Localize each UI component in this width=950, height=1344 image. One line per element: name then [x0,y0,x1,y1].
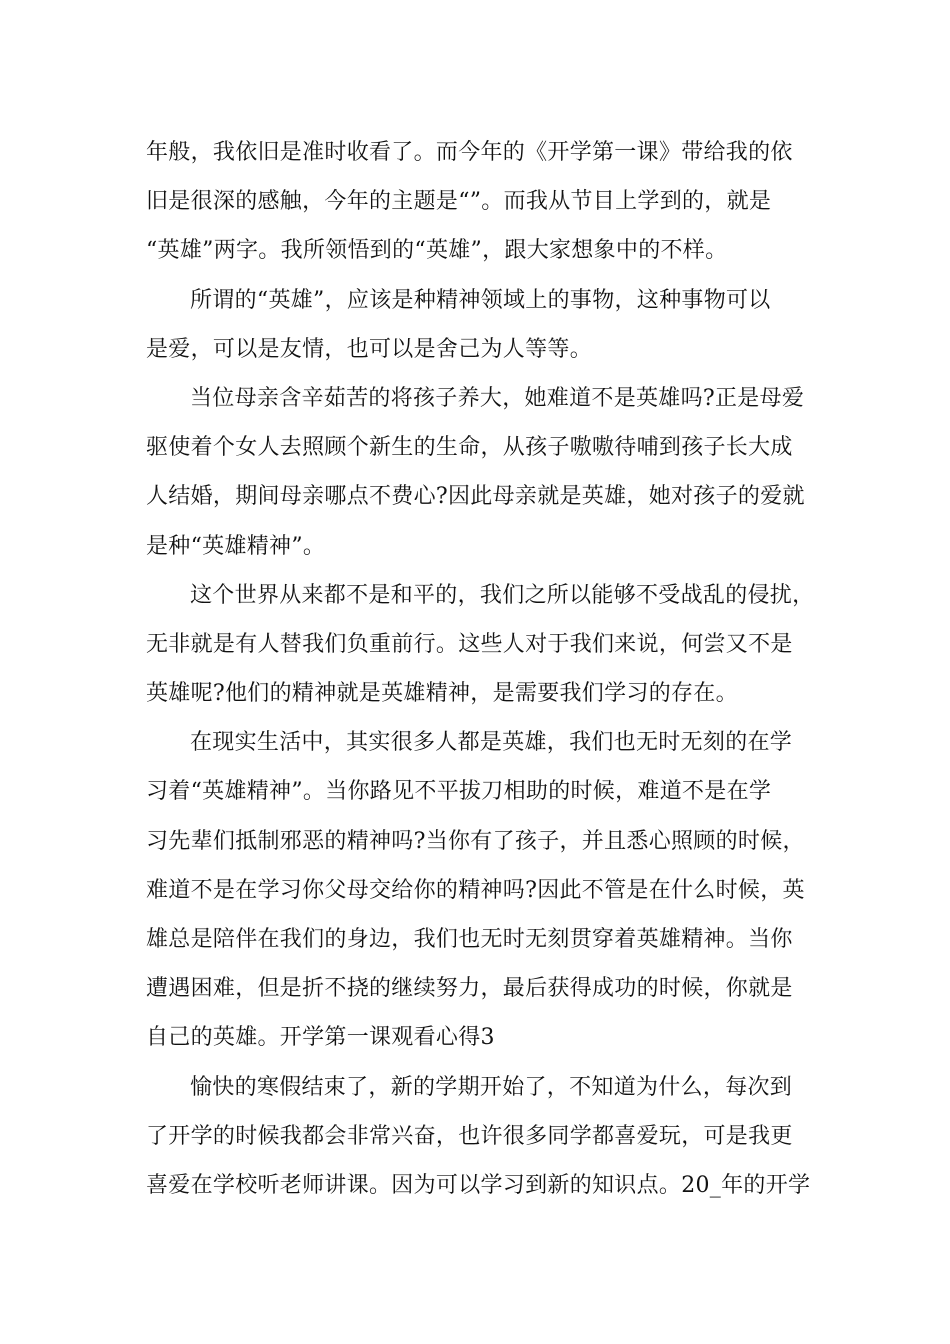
paragraph-start-line: 在现实生活中，其实很多人都是英雄，我们也无时无刻的在学 [190,730,793,756]
text-line: 是爱，可以是友情，也可以是舍己为人等等。 [146,336,593,362]
text-line: 旧是很深的感触，今年的主题是“”。而我从节目上学到的，就是 [146,189,772,215]
text-line: 了开学的时候我都会非常兴奋，也许很多同学都喜爱玩，可是我更 [146,1123,793,1149]
text-line: 雄总是陪伴在我们的身边，我们也无时无刻贯穿着英雄精神。当你 [146,927,793,952]
paragraph-start-line: 所谓的“英雄”，应该是种精神领域上的事物，这种事物可以 [190,287,771,313]
text-line: 难道不是在学习你父母交给你的精神吗?因此不管是在什么时候，英 [146,877,805,903]
document-body [146,128,815,1210]
text-line: 是种“英雄精神”。 [146,533,326,559]
text-line: 自己的英雄。开学第一课观看心得3 [146,1025,495,1051]
text-line: 年般，我依旧是准时收看了。而今年的《开学第一课》带给我的依 [146,140,793,165]
text-line: 英雄呢?他们的精神就是英雄精神，是需要我们学习的存在。 [146,681,738,707]
text-line: 无非就是有人替我们负重前行。这些人对于我们来说，何尝又不是 [146,631,793,657]
text-line: “英雄”两字。我所领悟到的“英雄”，跟大家想象中的不样。 [146,238,728,264]
paragraph-start-line: 当位母亲含辛茹苦的将孩子养大，她难道不是英雄吗?正是母爱 [190,385,805,411]
text-line: 驱使着个女人去照顾个新生的生命，从孩子嗷嗷待哺到孩子长大成 [146,435,793,461]
paragraph-start-line: 愉快的寒假结束了，新的学期开始了，不知道为什么，每次到 [190,1074,793,1100]
text-line: 喜爱在学校听老师讲课。因为可以学习到新的知识点。20_年的开学 [146,1172,811,1198]
paragraph-start-line: 这个世界从来都不是和平的，我们之所以能够不受战乱的侵扰， [190,582,815,608]
text-line: 习先辈们抵制邪恶的精神吗?当你有了孩子，并且悉心照顾的时候， [146,828,805,854]
text-line: 习着“英雄精神”。当你路见不平拔刀相助的时候，难道不是在学 [146,779,772,805]
text-line: 人结婚，期间母亲哪点不费心?因此母亲就是英雄，她对孩子的爱就 [146,484,805,510]
text-line: 遭遇困难，但是折不挠的继续努力，最后获得成功的时候，你就是 [146,976,793,1002]
